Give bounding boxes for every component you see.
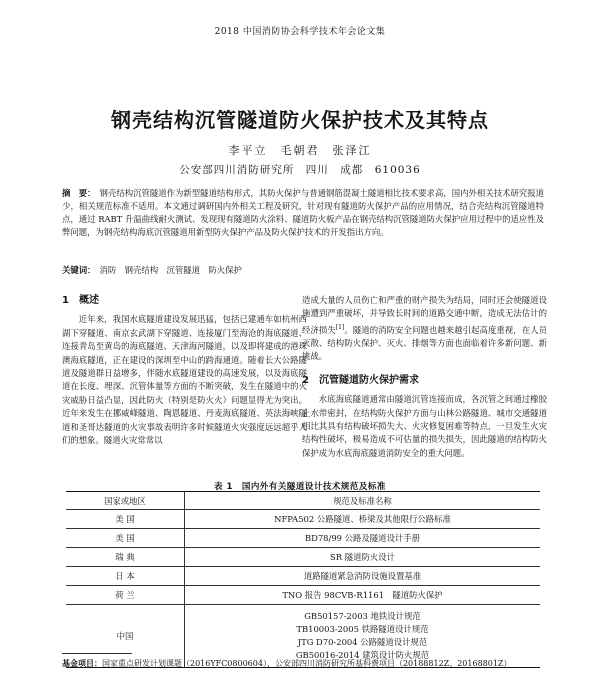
- article-title: 钢壳结构沉管隧道防火保护技术及其特点: [111, 108, 489, 132]
- article-authors: 李平立 毛朝君 张泽江: [228, 144, 372, 157]
- continuation-text-a: 造成大量的人员伤亡和严重的财产损失为结局，同时还会使隧道设施遭到严重破坏，并导致长时间的道路交通中断，造成无法估计的经济损失: [302, 295, 547, 335]
- keywords-label: 关键词：: [62, 265, 96, 275]
- table-row: [66, 548, 540, 567]
- table-header-row: [66, 492, 540, 510]
- cell-standard: SR 隧道防火设计: [185, 548, 541, 567]
- cell-country: 美 国: [66, 510, 185, 529]
- standards-table: [66, 491, 540, 668]
- cell-country: 中国: [66, 605, 185, 668]
- header-standard: 规范及标准名称: [185, 492, 541, 510]
- cell-standard: NFPA502 公路隧道、桥梁及其他限行公路标准: [185, 510, 541, 529]
- china-standard: TB10003-2005 铁路隧道设计规范: [296, 624, 429, 634]
- china-standard: GB50157-2003 地铁设计规范: [304, 611, 421, 621]
- funding-footnote: [62, 658, 544, 670]
- keywords: [62, 264, 544, 277]
- section-1-heading: 1 概述: [62, 295, 99, 306]
- section-2-paragraph: 水底海底隧道通常由隧道沉管连接而成，各沉管之间通过橡胶止水带密封，在结构防火保护方面与山林公路隧道、城市交通隧道相比其具有结构破坏损失大、火灾修复困难等特点，一旦发生火灾结构性破坏，极易造成不可估量的损失损失，因此隧道的结构防火保护成为水底海底隧道消防安全的重大问题。: [302, 394, 547, 458]
- footnote-text: 国家重点研发计划课题（2016YFC0800604），公安部四川消防研究所基科费项目（20188812Z、20168801Z）: [102, 659, 512, 668]
- continuation-text-b: 。隧道的消防安全问题也越来越引起高度重视，在人员灭散、结构防火保护、灭火、排烟等方面也面临着许多新问题、新挑战。: [302, 324, 548, 362]
- table-row: [66, 567, 540, 586]
- footnote-label: 基金项目：: [62, 659, 102, 668]
- abstract: [62, 187, 544, 239]
- section-1-paragraph: 近年来，我国水底隧道建设发展迅猛，包括已建通车如杭州西湖下穿隧道、南京玄武湖下穿隧道、连接厦门至海沧的海底隧道、连接青岛至黄岛的海底隧道、天津海河隧道，以及即将建成的港珠澳海底隧道，正在建设的深圳至中山的跨海通道。随着长大公路隧道及隧道群日益增多，伴随水底隧道建设的高速发展，以及海底隧道在长度、埋深、沉管体量等方面的不断突破，发生在隧道中的火灾威胁日益凸显，因此防火（特别是防火火）问题显得尤为突出。近年来发生在挪威峰隧道、陶恩隧道、丹麦海底隧道、英法海峡隧道和圣哥达隧道的火灾事故表明许多时候隧道火灾强度远远超乎人们的想象。隧道火灾常常以: [62, 314, 307, 446]
- cell-standard: TNO 报告 98CVB-R1161 隧道防火保护: [185, 586, 541, 605]
- table-row: [66, 510, 540, 529]
- left-column: [62, 294, 307, 447]
- china-standard: JTG D70-2004 公路隧道设计规范: [297, 637, 428, 647]
- abstract-text: 钢壳结构沉管隧道作为新型隧道结构形式，其防火保护与普通钢筋混凝土隧道相比技术要求高，国内外相关技术研究报道少，相关规范标准不适用。本文通过调研国内外相关工程及研究，针对现有隧道防火保护产品的应用情况，结合壳结构沉管隧道特点，通过 RABT 升温曲线耐火测试、发现现有隧道防火涂料、隧道防火板产品在钢壳结构沉管隧道防火保护应用过程中的适应性及弊问题，为钢壳结构海底沉管隧道用新型防火保护产品及防火保护技术的开发指出方向。: [62, 188, 544, 237]
- cell-country: 日 本: [66, 567, 185, 586]
- right-column: [302, 294, 547, 460]
- article-affiliation: 公安部四川消防研究所 四川 成都 610036: [179, 164, 421, 176]
- cell-standard: 道路隧道紧急消防设施设置基准: [185, 567, 541, 586]
- cell-country: 美 国: [66, 529, 185, 548]
- keywords-text: 消防 钢壳结构 沉管隧道 防火保护: [99, 265, 242, 275]
- table-row: [66, 586, 540, 605]
- section-2-heading: 2 沉管隧道防火保护需求: [302, 374, 419, 386]
- footnote-divider: [62, 653, 132, 654]
- china-standard: GB50016-2014 建筑设计防火规范: [295, 650, 430, 660]
- table-caption: 表 1 国内外有关隧道设计技术规范及标准: [214, 482, 386, 492]
- section-1-continuation: [302, 294, 547, 364]
- header-country: 国家或地区: [66, 492, 185, 510]
- cell-country: 瑞 典: [66, 548, 185, 567]
- cell-country: 荷 兰: [66, 586, 185, 605]
- citation-1: [1]: [335, 323, 345, 331]
- abstract-label: 摘 要：: [62, 188, 96, 198]
- table-row: [66, 529, 540, 548]
- cell-standard: BD78/99 公路及隧道设计手册: [185, 529, 541, 548]
- running-head: 2018 中国消防协会科学技术年会论文集: [214, 27, 386, 37]
